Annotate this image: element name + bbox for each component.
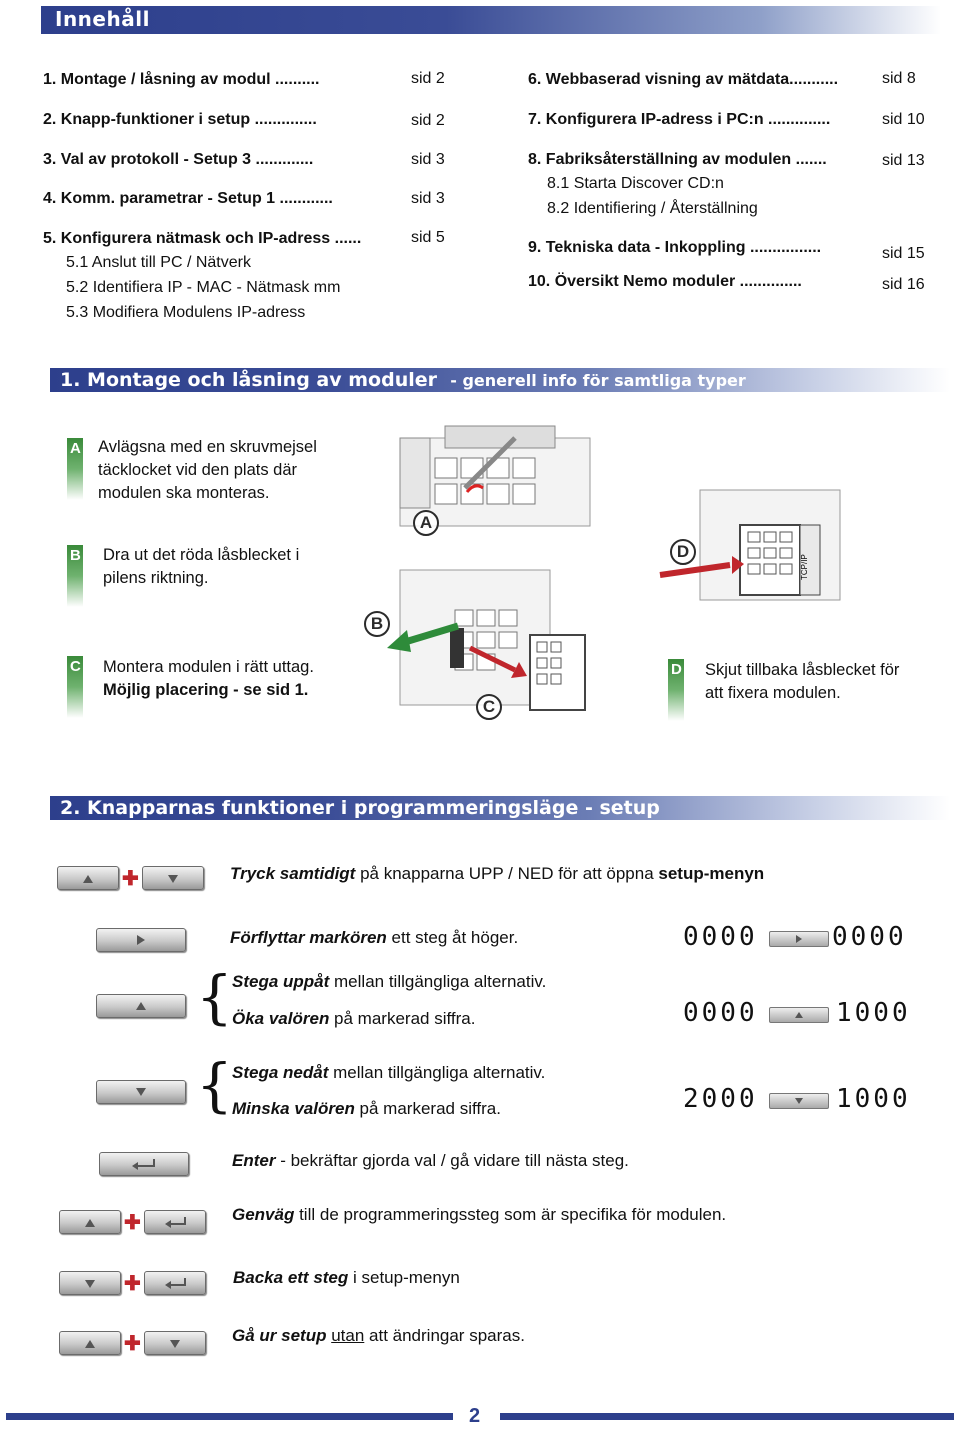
desc-back: Backa ett steg i setup-menyn <box>233 1268 460 1287</box>
down-button[interactable] <box>59 1271 121 1295</box>
plus-icon: ✚ <box>122 868 139 890</box>
right-button[interactable] <box>96 928 186 952</box>
plus-icon: ✚ <box>124 1333 141 1355</box>
enter-icon <box>145 1272 205 1294</box>
toc-entry[interactable]: 1. Montage / låsning av modul .......... <box>43 71 320 88</box>
toc-subentry[interactable]: 5.3 Modifiera Modulens IP-adress <box>66 304 306 321</box>
toc-entry[interactable]: 7. Konfigurera IP-adress i PC:n .............. <box>528 111 831 128</box>
step-marker-d: D <box>668 659 684 721</box>
down-arrow-icon <box>60 1272 120 1294</box>
up-arrow-icon <box>60 1211 120 1233</box>
up-button[interactable] <box>59 1210 121 1234</box>
brace-icon: { <box>196 1051 233 1119</box>
section1-subtitle: - generell info för samtliga typer <box>450 371 746 390</box>
enter-icon <box>100 1153 188 1175</box>
footer-rule-left <box>6 1413 453 1420</box>
green-arrow <box>383 618 463 658</box>
display-after-down: 1000 <box>836 1084 911 1114</box>
section1-title: 1. Montage och låsning av moduler <box>60 369 437 391</box>
step-marker-c: C <box>67 656 83 718</box>
toc-entry[interactable]: 9. Tekniska data - Inkoppling ................ <box>528 239 822 256</box>
toc-entry[interactable]: 2. Knapp-funktioner i setup .............. <box>43 111 317 128</box>
toc-page: sid 10 <box>882 111 925 128</box>
section2-header <box>50 796 950 820</box>
page-number: 2 <box>469 1405 481 1427</box>
callout-b: B <box>364 611 390 637</box>
desc-step-down: Stega nedåt mellan tillgängliga alternativ. <box>232 1063 546 1082</box>
toc-page: sid 5 <box>411 229 445 246</box>
display-before-right: 0000 <box>683 922 758 952</box>
module-label: TCP/IP <box>800 554 809 580</box>
toc-subentry[interactable]: 8.2 Identifiering / Återställning <box>547 200 758 217</box>
toc-page: sid 3 <box>411 190 445 207</box>
down-arrow-icon <box>97 1081 185 1103</box>
callout-d: D <box>670 539 696 565</box>
enter-button[interactable] <box>99 1152 189 1176</box>
step-b-text: Dra ut det röda låsblecket i pilens riktning. <box>103 546 300 587</box>
up-arrow-icon <box>58 867 118 889</box>
toc-entry[interactable]: 5. Konfigurera nätmask och IP-adress ...... <box>43 230 362 247</box>
display-after-up: 1000 <box>836 998 911 1028</box>
step-marker-b: B <box>67 545 83 607</box>
contents-header-bar <box>41 6 941 34</box>
display-after-right: 0000 <box>832 922 907 952</box>
desc-enter: Enter - bekräftar gjorda val / gå vidare till nästa steg. <box>232 1151 629 1170</box>
toc-page: sid 13 <box>882 152 925 169</box>
section1-header <box>50 368 950 392</box>
up-button-single[interactable] <box>96 994 186 1018</box>
toc-page: sid 16 <box>882 276 925 293</box>
down-arrow-icon <box>145 1332 205 1354</box>
desc-step-up: Stega uppåt mellan tillgängliga alternativ. <box>232 972 547 991</box>
desc-move-cursor: Förflyttar markören ett steg åt höger. <box>230 928 519 947</box>
toc-entry[interactable]: 10. Översikt Nemo moduler .............. <box>528 273 802 290</box>
toc-entry[interactable]: 4. Komm. parametrar - Setup 1 ............ <box>43 190 333 207</box>
toc-page: sid 2 <box>411 112 445 129</box>
desc-open-setup: Tryck samtidigt på knapparna UPP / NED för att öppna setup-menyn <box>230 864 765 883</box>
mini-right-icon <box>769 931 829 947</box>
toc-subentry[interactable]: 5.2 Identifiera IP - MAC - Nätmask mm <box>66 279 341 296</box>
toc-subentry[interactable]: 5.1 Anslut till PC / Nätverk <box>66 254 251 271</box>
up-button[interactable] <box>57 866 119 890</box>
up-button[interactable] <box>59 1331 121 1355</box>
mini-up-icon <box>769 1007 829 1023</box>
desc-increase: Öka valören på markerad siffra. <box>232 1009 476 1028</box>
toc-entry[interactable]: 8. Fabriksåterställning av modulen ....... <box>528 151 827 168</box>
footer-rule-right <box>500 1413 954 1420</box>
toc-subentry[interactable]: 8.1 Starta Discover CD:n <box>547 175 724 192</box>
desc-exit: Gå ur setup utan att ändringar sparas. <box>232 1326 525 1345</box>
right-arrow-icon <box>97 929 185 951</box>
down-button-single[interactable] <box>96 1080 186 1104</box>
desc-shortcut: Genväg till de programmeringssteg som är specifika för modulen. <box>232 1205 727 1224</box>
toc-page: sid 15 <box>882 245 925 262</box>
mini-down-icon <box>769 1093 829 1109</box>
step-marker-a: A <box>67 438 83 500</box>
toc-page: sid 8 <box>882 70 916 87</box>
contents-title: Innehåll <box>55 7 150 31</box>
toc-entry[interactable]: 6. Webbaserad visning av mätdata........... <box>528 71 839 88</box>
plus-icon: ✚ <box>124 1212 141 1234</box>
step-a-text: Avlägsna med en skruvmejsel täcklocket vid den plats där modulen ska monteras. <box>98 438 317 502</box>
step-c-text: Montera modulen i rätt uttag. Möjlig placering - se sid 1. <box>103 658 314 699</box>
enter-button[interactable] <box>144 1271 206 1295</box>
section2-title: 2. Knapparnas funktioner i programmeringsläge - setup <box>60 797 660 819</box>
down-button[interactable] <box>144 1331 206 1355</box>
down-arrow-icon <box>143 867 203 889</box>
module-illustration-d <box>640 470 850 610</box>
down-button[interactable] <box>142 866 204 890</box>
toc-page: sid 2 <box>411 70 445 87</box>
desc-decrease: Minska valören på markerad siffra. <box>232 1099 501 1118</box>
display-before-up: 0000 <box>683 998 758 1028</box>
enter-icon <box>145 1211 205 1233</box>
up-arrow-icon <box>97 995 185 1017</box>
toc-page: sid 3 <box>411 151 445 168</box>
up-arrow-icon <box>60 1332 120 1354</box>
brace-icon: { <box>196 963 233 1031</box>
plus-icon: ✚ <box>124 1273 141 1295</box>
toc-entry[interactable]: 3. Val av protokoll - Setup 3 ............. <box>43 151 314 168</box>
callout-c: C <box>476 694 502 720</box>
display-before-down: 2000 <box>683 1084 758 1114</box>
enter-button[interactable] <box>144 1210 206 1234</box>
step-d-text: Skjut tillbaka låsblecket för att fixera modulen. <box>705 661 900 702</box>
callout-a: A <box>413 510 439 536</box>
